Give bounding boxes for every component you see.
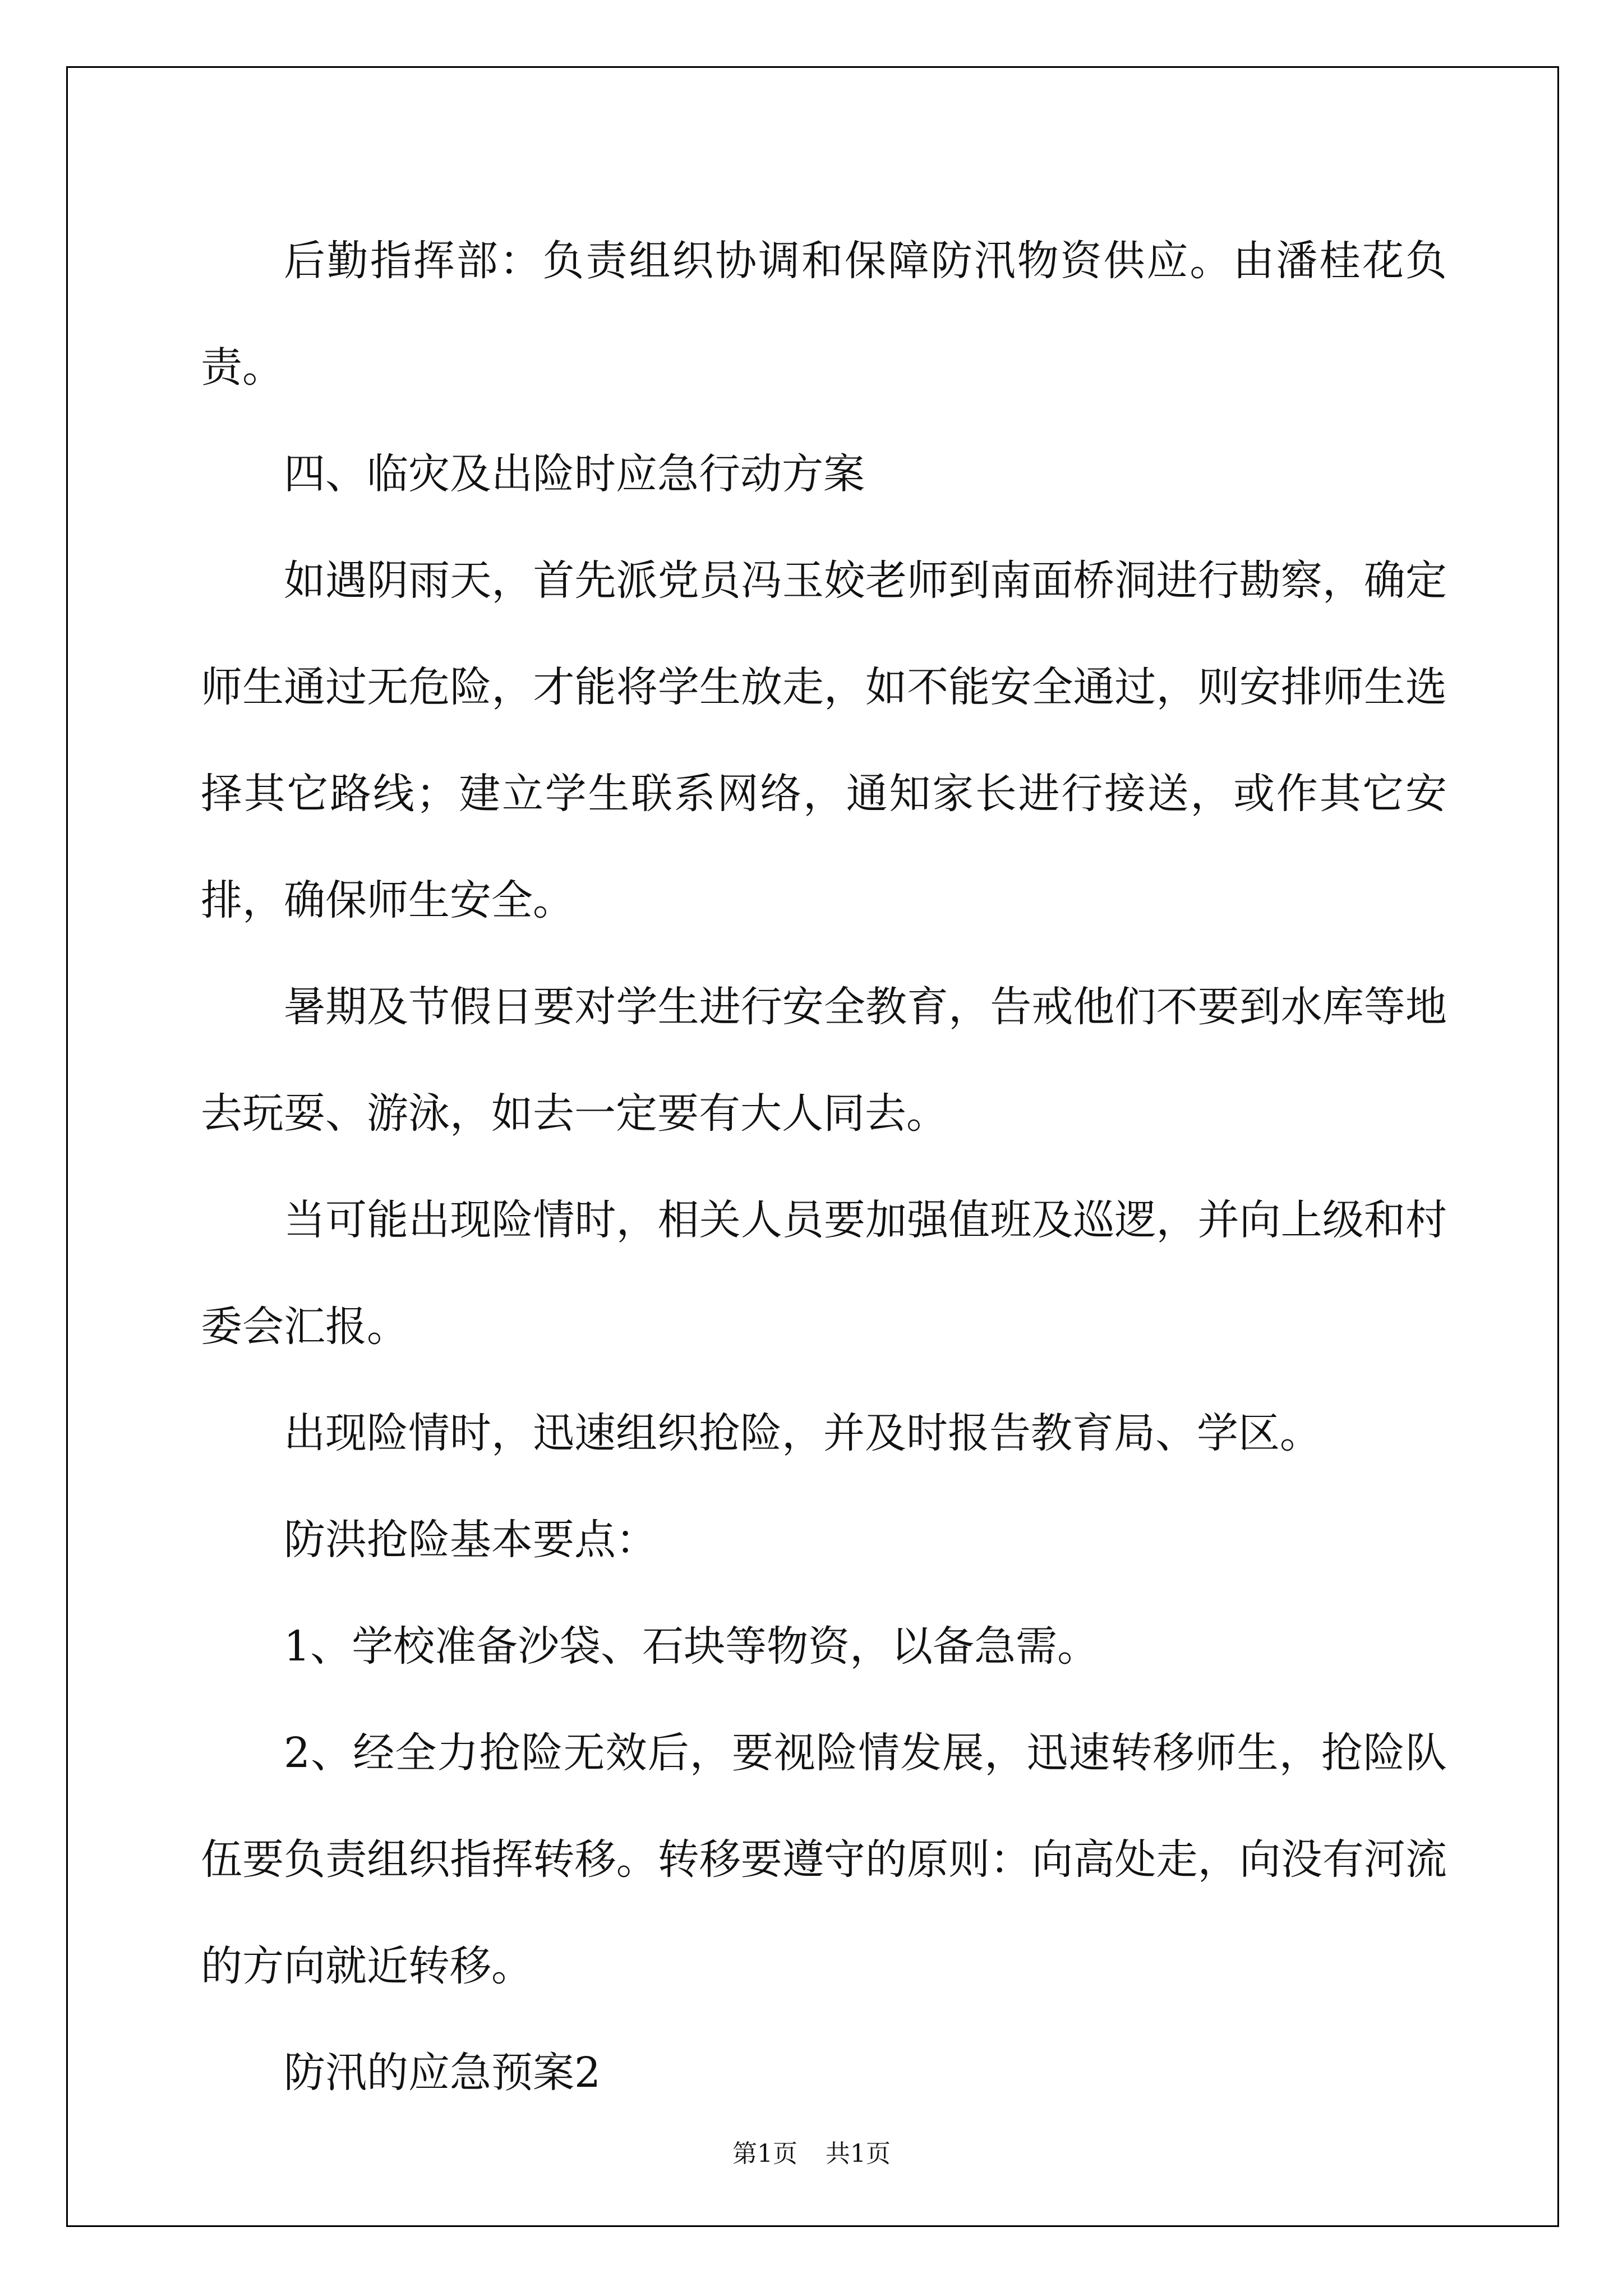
paragraph-rainy-day: 如遇阴雨天，首先派党员冯玉姣老师到南面桥洞进行勘察，确定师生通过无危险，才能将学生放走，如不能安全通过，则安排师生选择其它路线；建立学生联系网络，通知家长进行接送，或作其它安排，确保师生安全。 bbox=[201, 556, 1447, 924]
paragraph-point-2: 2、经全力抢险无效后，要视险情发展，迅速转移师生，抢险队伍要负责组织指挥转移。转移要遵守的原则：向高处走，向没有河流的方向就近转移。 bbox=[201, 1729, 1447, 1990]
section-heading-emergency-plan: 四、临灾及出险时应急行动方案 bbox=[284, 450, 865, 498]
paragraph-key-points-heading: 防洪抢险基本要点： bbox=[284, 1516, 657, 1564]
page-total: 共1页 bbox=[826, 2139, 891, 2168]
page-number: 第1页 bbox=[732, 2139, 797, 2168]
paragraph-possible-danger: 当可能出现险情时，相关人员要加强值班及巡逻，并向上级和村委会汇报。 bbox=[201, 1196, 1447, 1351]
section-heading-plan-2: 防汛的应急预案2 bbox=[284, 2049, 601, 2097]
paragraph-point-1: 1、学校准备沙袋、石块等物资，以备急需。 bbox=[284, 1622, 1099, 1671]
paragraph-holiday-safety: 暑期及节假日要对学生进行安全教育，告戒他们不要到水库等地去玩耍、游泳，如去一定要有大人同去。 bbox=[201, 983, 1447, 1138]
page-footer bbox=[0, 2137, 1623, 2171]
paragraph-danger-response: 出现险情时，迅速组织抢险，并及时报告教育局、学区。 bbox=[284, 1409, 1321, 1457]
paragraph-logistics: 后勤指挥部：负责组织协调和保障防汛物资供应。由潘桂花负责。 bbox=[201, 237, 1447, 392]
document-body bbox=[201, 208, 1447, 2126]
